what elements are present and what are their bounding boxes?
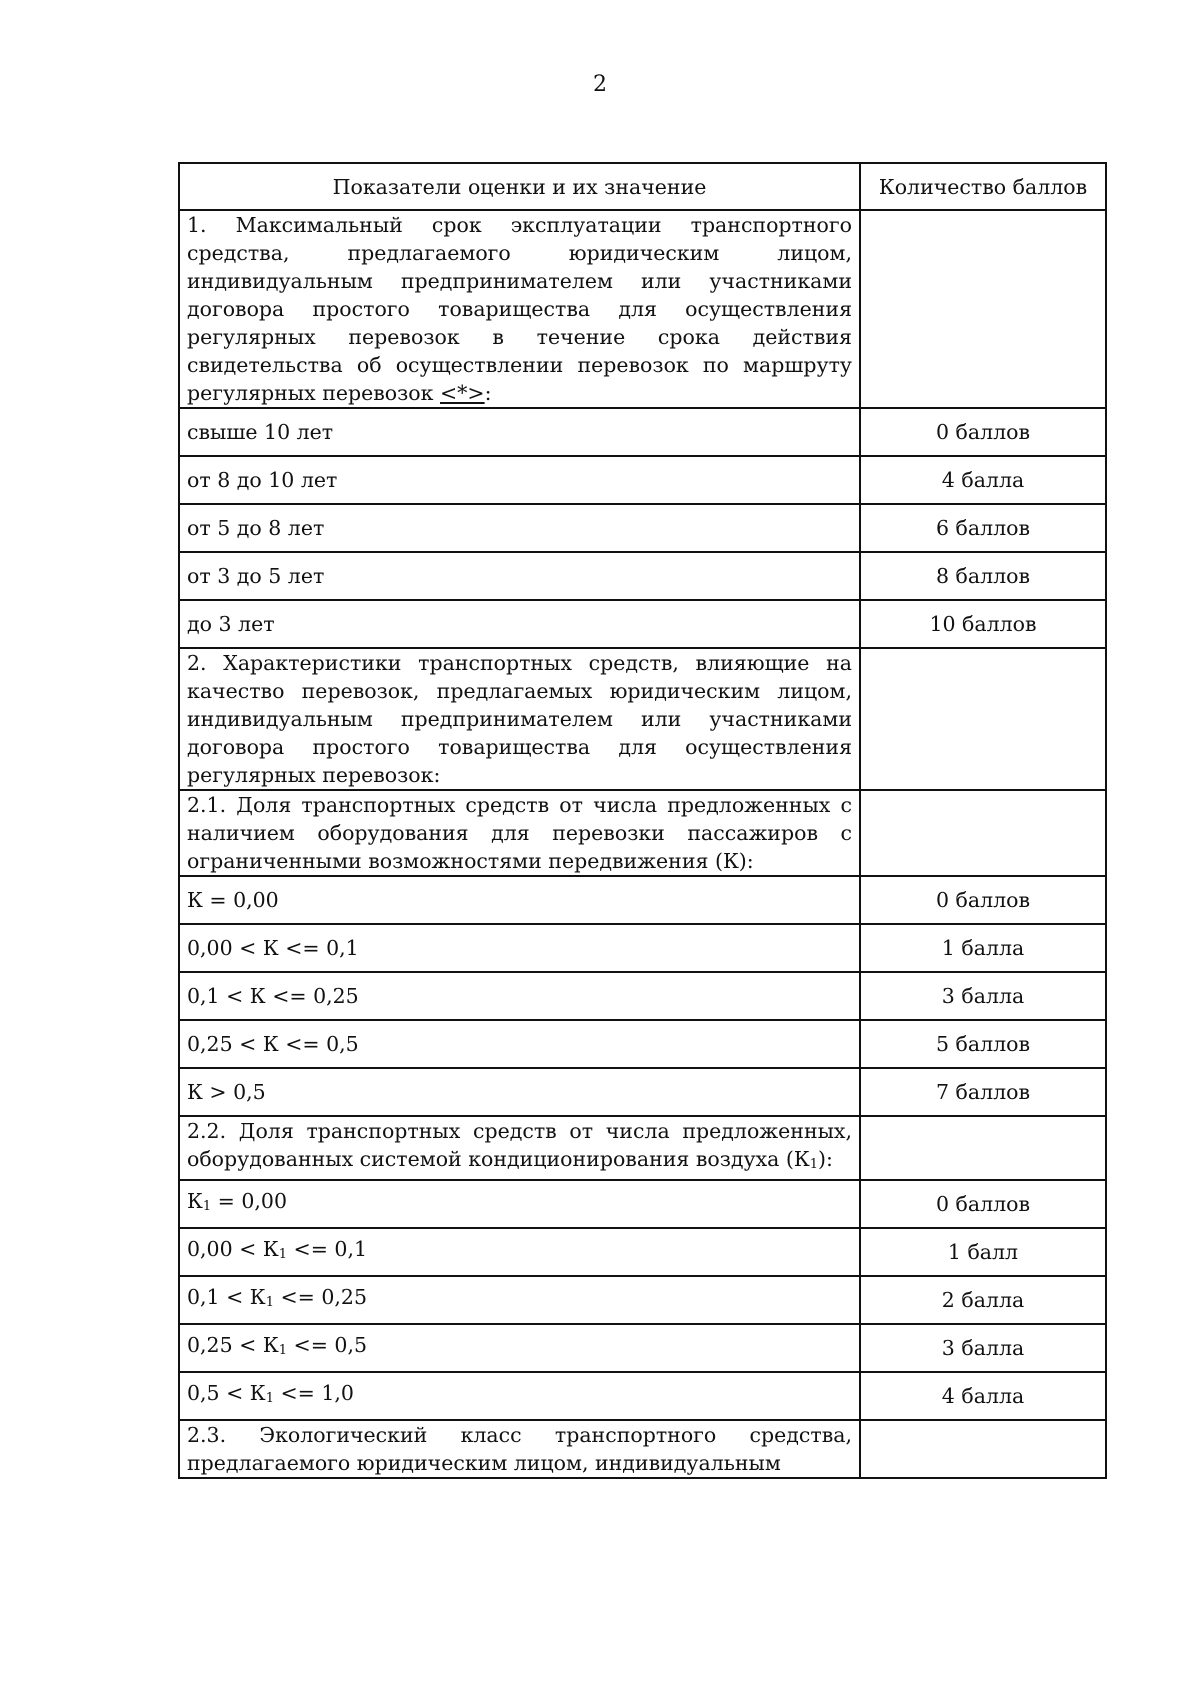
option-label: $К_1 = 0,00$ — [179, 1180, 860, 1228]
option-score: 5 баллов — [860, 1020, 1106, 1068]
section-1-row — [179, 210, 1106, 408]
section-2-score — [860, 648, 1106, 790]
section-2-2-text: 2.2. Доля транспортных средств от числа предложенных, оборудованных системой кондиционирования воздуха $(К_1)$: — [179, 1116, 860, 1180]
table-row — [179, 1068, 1106, 1116]
option-score: 1 балла — [860, 924, 1106, 972]
option-label: К = 0,00 — [179, 876, 860, 924]
option-score: 0 баллов — [860, 1180, 1106, 1228]
table-row — [179, 1180, 1106, 1228]
section-2-3-text: 2.3. Экологический класс транспортного средства, предлагаемого юридическим лицом, индивидуальным — [179, 1420, 860, 1478]
option-score: 0 баллов — [860, 408, 1106, 456]
section-1-text: 1. Максимальный срок эксплуатации транспортного средства, предлагаемого юридическим лицом, индивидуальным предпринимателем или участниками договора простого товарищества для осуществления регулярных перевозок в течение срока действия свидетельства об осуществлении перевозок по маршруту регулярных перевозок <*>: — [179, 210, 860, 408]
footnote-link[interactable]: <*> — [440, 381, 485, 405]
table-row — [179, 504, 1106, 552]
table-row — [179, 1020, 1106, 1068]
option-label: от 3 до 5 лет — [179, 552, 860, 600]
table-row — [179, 1276, 1106, 1324]
option-label: от 5 до 8 лет — [179, 504, 860, 552]
section-2-2-row — [179, 1116, 1106, 1180]
table-row — [179, 1372, 1106, 1420]
page-number: 2 — [593, 72, 607, 97]
option-score: 4 балла — [860, 456, 1106, 504]
table-header-row — [179, 163, 1106, 210]
section-2-2-score — [860, 1116, 1106, 1180]
option-label: 0,00 < К <= 0,1 — [179, 924, 860, 972]
table-row — [179, 924, 1106, 972]
option-label: $0,00 < К_1 <= 0,1$ — [179, 1228, 860, 1276]
option-score: 1 балл — [860, 1228, 1106, 1276]
table-row — [179, 1324, 1106, 1372]
table-row — [179, 972, 1106, 1020]
option-label: $0,25 < К_1 <= 0,5$ — [179, 1324, 860, 1372]
option-label: от 8 до 10 лет — [179, 456, 860, 504]
section-2-1-score — [860, 790, 1106, 876]
option-label: 0,25 < К <= 0,5 — [179, 1020, 860, 1068]
option-score: 0 баллов — [860, 876, 1106, 924]
option-score: 6 баллов — [860, 504, 1106, 552]
section-1-score — [860, 210, 1106, 408]
option-score: 3 балла — [860, 1324, 1106, 1372]
option-score: 7 баллов — [860, 1068, 1106, 1116]
option-label: 0,1 < К <= 0,25 — [179, 972, 860, 1020]
header-points: Количество баллов — [860, 163, 1106, 210]
option-score: 2 балла — [860, 1276, 1106, 1324]
table-row — [179, 552, 1106, 600]
table-row — [179, 408, 1106, 456]
option-score: 8 баллов — [860, 552, 1106, 600]
option-label: К > 0,5 — [179, 1068, 860, 1116]
option-label: до 3 лет — [179, 600, 860, 648]
table-row — [179, 456, 1106, 504]
option-score: 10 баллов — [860, 600, 1106, 648]
section-2-1-row — [179, 790, 1106, 876]
section-2-1-text: 2.1. Доля транспортных средств от числа предложенных с наличием оборудования для перевозки пассажиров с ограниченными возможностями передвижения (К): — [179, 790, 860, 876]
table-row — [179, 1228, 1106, 1276]
evaluation-table — [178, 162, 1107, 1479]
option-label: $0,5 < К_1 <= 1,0$ — [179, 1372, 860, 1420]
header-criteria: Показатели оценки и их значение — [179, 163, 860, 210]
table-row — [179, 600, 1106, 648]
option-score: 3 балла — [860, 972, 1106, 1020]
section-2-3-score — [860, 1420, 1106, 1478]
table-row — [179, 876, 1106, 924]
section-2-3-row — [179, 1420, 1106, 1478]
section-2-row — [179, 648, 1106, 790]
section-2-text: 2. Характеристики транспортных средств, влияющие на качество перевозок, предлагаемых юридическим лицом, индивидуальным предпринимателем или участниками договора простого товарищества для осуществления регулярных перевозок: — [179, 648, 860, 790]
option-label: свыше 10 лет — [179, 408, 860, 456]
option-score: 4 балла — [860, 1372, 1106, 1420]
option-label: $0,1 < К_1 <= 0,25$ — [179, 1276, 860, 1324]
